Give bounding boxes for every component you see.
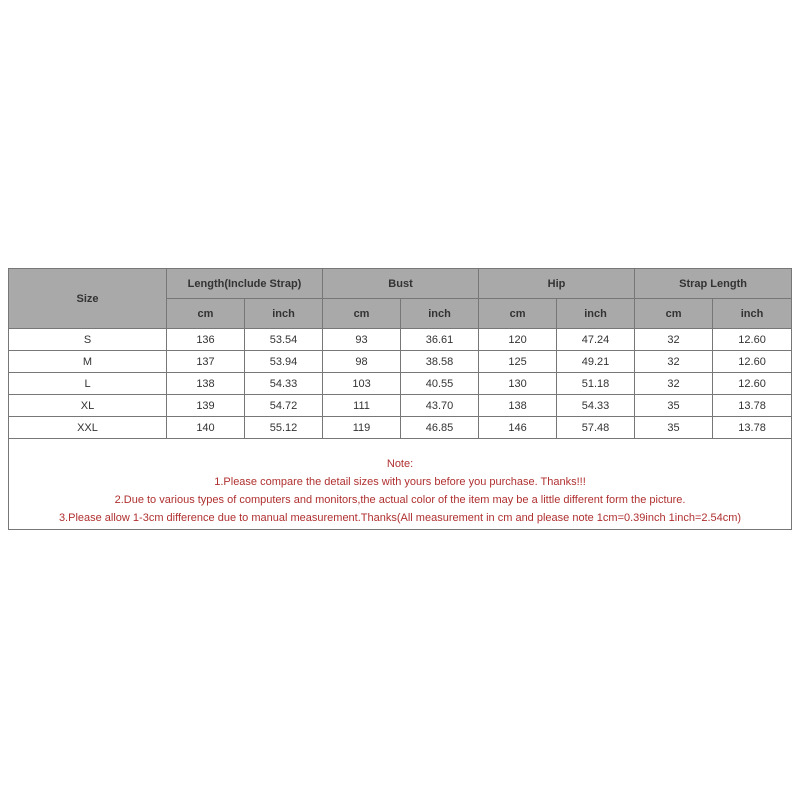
table-cell: 138 bbox=[479, 395, 557, 417]
table-cell: 54.33 bbox=[557, 395, 635, 417]
table-cell: 40.55 bbox=[401, 373, 479, 395]
table-cell: 32 bbox=[635, 329, 713, 351]
table-cell: 119 bbox=[323, 417, 401, 439]
notes-row bbox=[9, 439, 792, 530]
unit-header: inch bbox=[557, 299, 635, 329]
table-cell: 12.60 bbox=[713, 329, 792, 351]
table-cell: 49.21 bbox=[557, 351, 635, 373]
note-title: Note: bbox=[386, 458, 414, 470]
unit-header: cm bbox=[479, 299, 557, 329]
size-chart-table bbox=[8, 268, 792, 530]
table-cell: 53.54 bbox=[245, 329, 323, 351]
table-cell: 35 bbox=[635, 417, 713, 439]
table-row bbox=[9, 417, 792, 439]
group-header-bust: Bust bbox=[323, 269, 479, 299]
table-cell: 36.61 bbox=[401, 329, 479, 351]
table-row bbox=[9, 373, 792, 395]
table-cell: 51.18 bbox=[557, 373, 635, 395]
size-cell: S bbox=[9, 329, 167, 351]
unit-header: inch bbox=[713, 299, 792, 329]
table-cell: 12.60 bbox=[713, 351, 792, 373]
unit-header: cm bbox=[635, 299, 713, 329]
group-header-length: Length(Include Strap) bbox=[167, 269, 323, 299]
table-cell: 53.94 bbox=[245, 351, 323, 373]
table-cell: 32 bbox=[635, 351, 713, 373]
note-line-2: 2.Due to various types of computers and monitors,the actual color of the item may be a little different form the picture. bbox=[114, 494, 686, 506]
note-line-3: 3.Please allow 1-3cm difference due to manual measurement.Thanks(All measurement in cm and please note 1cm=0.39inch 1inch=2.54cm) bbox=[58, 512, 742, 524]
table-row bbox=[9, 395, 792, 417]
table-cell: 13.78 bbox=[713, 417, 792, 439]
table-cell: 12.60 bbox=[713, 373, 792, 395]
size-cell: XXL bbox=[9, 417, 167, 439]
table-cell: 47.24 bbox=[557, 329, 635, 351]
table-cell: 137 bbox=[167, 351, 245, 373]
group-header-strap-length: Strap Length bbox=[635, 269, 792, 299]
table-cell: 111 bbox=[323, 395, 401, 417]
table-cell: 46.85 bbox=[401, 417, 479, 439]
table-cell: 54.33 bbox=[245, 373, 323, 395]
table-row bbox=[9, 329, 792, 351]
table-cell: 139 bbox=[167, 395, 245, 417]
unit-header: cm bbox=[167, 299, 245, 329]
table-cell: 55.12 bbox=[245, 417, 323, 439]
table-cell: 103 bbox=[323, 373, 401, 395]
size-cell: M bbox=[9, 351, 167, 373]
table-cell: 146 bbox=[479, 417, 557, 439]
size-cell: XL bbox=[9, 395, 167, 417]
table-cell: 43.70 bbox=[401, 395, 479, 417]
notes-cell bbox=[9, 439, 792, 530]
table-cell: 98 bbox=[323, 351, 401, 373]
table-cell: 138 bbox=[167, 373, 245, 395]
size-cell: L bbox=[9, 373, 167, 395]
table-cell: 136 bbox=[167, 329, 245, 351]
notes-section bbox=[9, 439, 792, 530]
table-cell: 130 bbox=[479, 373, 557, 395]
table-cell: 57.48 bbox=[557, 417, 635, 439]
table-header bbox=[9, 269, 792, 329]
unit-header: inch bbox=[245, 299, 323, 329]
note-line-1: 1.Please compare the detail sizes with yours before you purchase. Thanks!!! bbox=[214, 476, 586, 488]
table-cell: 13.78 bbox=[713, 395, 792, 417]
unit-header: cm bbox=[323, 299, 401, 329]
table-row bbox=[9, 351, 792, 373]
group-header-row bbox=[9, 269, 792, 299]
table-cell: 93 bbox=[323, 329, 401, 351]
table-cell: 35 bbox=[635, 395, 713, 417]
table-cell: 120 bbox=[479, 329, 557, 351]
table-cell: 125 bbox=[479, 351, 557, 373]
table-cell: 38.58 bbox=[401, 351, 479, 373]
table-cell: 54.72 bbox=[245, 395, 323, 417]
table-cell: 32 bbox=[635, 373, 713, 395]
table-cell: 140 bbox=[167, 417, 245, 439]
table-body bbox=[9, 329, 792, 439]
group-header-hip: Hip bbox=[479, 269, 635, 299]
unit-header: inch bbox=[401, 299, 479, 329]
size-header: Size bbox=[9, 269, 167, 329]
